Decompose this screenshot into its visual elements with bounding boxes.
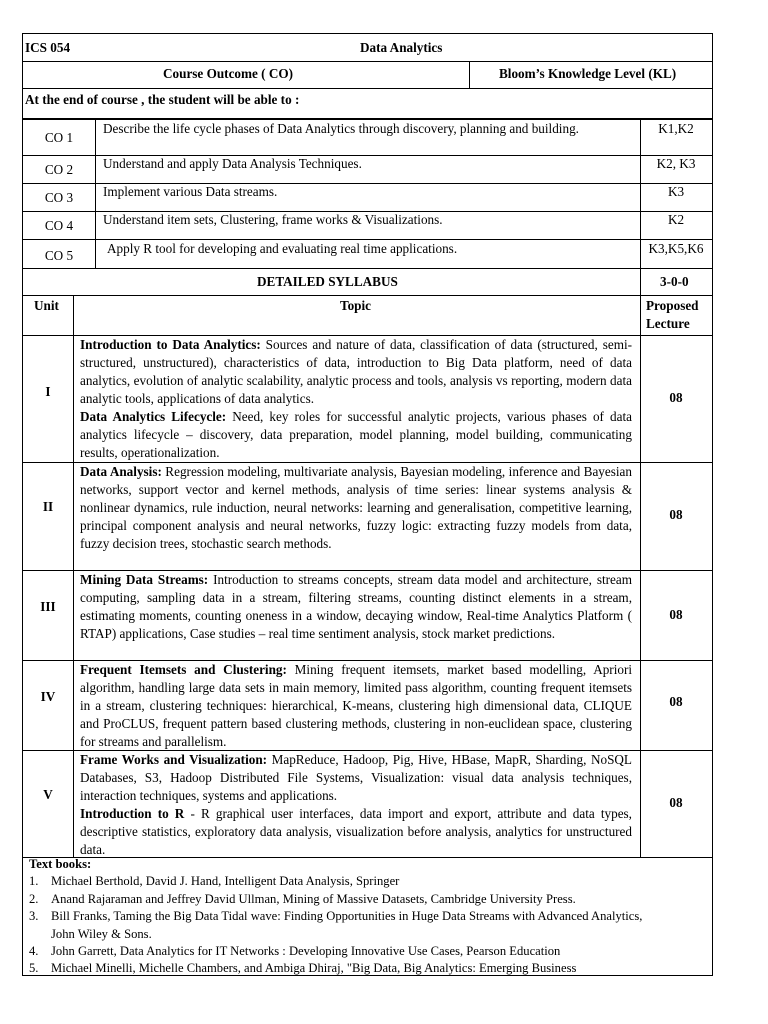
unit-row (23, 661, 712, 751)
ltp-value: 3-0-0 (660, 274, 689, 289)
syllabus-title-row (23, 269, 712, 296)
co-description: Apply R tool for developing and evaluating real time applications. (107, 241, 458, 256)
topic-heading: Frame Works and Visualization: (80, 752, 268, 767)
column-header-row (23, 296, 712, 336)
unit-number: IV (40, 689, 56, 704)
intro-text: At the end of course , the student will be able to : (25, 92, 300, 107)
col-unit: Unit (34, 298, 59, 313)
unit-topic (80, 463, 632, 553)
co-row (23, 156, 712, 184)
unit-number: III (40, 599, 56, 614)
syllabus-title: DETAILED SYLLABUS (257, 274, 398, 289)
unit-topic (80, 661, 632, 751)
co-description: Describe the life cycle phases of Data Analytics through discovery, planning and building. (103, 121, 579, 136)
textbook-text: Bill Franks, Taming the Big Data Tidal wave: Finding Opportunities in Huge Data Streams with Advanced Analytics, John Wiley & Sons. (51, 909, 643, 941)
textbook-item (23, 943, 712, 960)
co-row (23, 240, 712, 269)
co-row (23, 184, 712, 212)
textbook-text: Michael Berthold, David J. Hand, Intelligent Data Analysis, Springer (51, 874, 400, 889)
co-kl: K1,K2 (658, 121, 694, 136)
intro-row (23, 89, 712, 119)
textbook-text: Michael Minelli, Michelle Chambers, and Ambiga Dhiraj, "Big Data, Big Analytics: Emerging Business (51, 961, 577, 976)
textbook-number: 5. (29, 961, 39, 976)
textbook-item (23, 873, 712, 890)
lecture-count: 08 (669, 390, 683, 405)
textbook-number: 4. (29, 944, 39, 959)
topic-heading: Introduction to R (80, 806, 185, 821)
co-id: CO 1 (44, 130, 74, 145)
co-header-row (23, 62, 712, 89)
unit-row (23, 463, 712, 571)
topic-text: Mining frequent itemsets, market based modelling, Apriori algorithm, handling large data sets in main memory, limited pass algorithm, counting frequent itemsets in a stream, clustering techniques: hierarchical, K-means, clustering high dimensional data, CLIQUE and ProCLUS, frequent pattern based clustering methods, clustering in non-euclidean space, clustering for streams and parallelism. (80, 662, 633, 749)
col-topic: Topic (340, 298, 372, 313)
co-kl: K2 (667, 212, 685, 227)
unit-row (23, 336, 712, 463)
co-header: Course Outcome ( CO) (163, 66, 294, 81)
topic-heading: Introduction to Data Analytics: (80, 337, 261, 352)
topic-heading: Mining Data Streams: (80, 572, 209, 587)
co-kl: K2, K3 (656, 156, 696, 171)
textbooks-title: Text books: (29, 857, 92, 871)
topic-text: Introduction to streams concepts, stream data model and architecture, stream computing, sampling data in a stream, filtering streams, counting distinct elements in a stream, estimating moments, counting oneness in a window, decaying window, Real-time Analytics Platform ( RTAP) applications, Case studies – real time sentiment analysis, stock market predictions. (80, 572, 632, 641)
unit-number: II (42, 499, 54, 514)
unit-row (23, 751, 712, 858)
lecture-count: 08 (669, 795, 683, 810)
lecture-count: 08 (669, 607, 683, 622)
co-kl: K3,K5,K6 (648, 241, 704, 256)
col-lecture-2: Lecture (646, 316, 690, 331)
textbook-item (23, 908, 712, 943)
co-description: Understand and apply Data Analysis Techniques. (103, 156, 362, 171)
co-id: CO 4 (44, 218, 74, 233)
topic-text: MapReduce, Hadoop, Pig, Hive, HBase, MapR, Sharding, NoSQL Databases, S3, Hadoop Distributed File Systems, Visualization: visual data analysis techniques, interaction techniques, systems and applications. (80, 752, 632, 803)
topic-heading: Frequent Itemsets and Clustering: (80, 662, 287, 677)
kl-header: Bloom’s Knowledge Level (KL) (499, 66, 677, 81)
topic-heading: Data Analysis: (80, 464, 162, 479)
title-row (23, 34, 712, 62)
textbook-number: 1. (29, 874, 39, 889)
textbook-number: 3. (29, 909, 39, 924)
co-kl: K3 (667, 184, 685, 199)
unit-number: I (45, 384, 51, 399)
textbook-text: John Garrett, Data Analytics for IT Networks : Developing Innovative Use Cases, Pearson Education (51, 944, 561, 959)
unit-topic (80, 571, 632, 643)
textbook-item (23, 960, 712, 977)
unit-number: V (43, 787, 53, 802)
lecture-count: 08 (669, 507, 683, 522)
topic-text: Need, key roles for successful analytic projects, various phases of data analytics lifecycle – discovery, data preparation, model planning, model building, communicating results, operationalization. (80, 409, 632, 460)
co-description: Implement various Data streams. (103, 184, 278, 199)
co-id: CO 5 (44, 248, 74, 263)
course-code: ICS 054 (25, 40, 71, 55)
textbooks-section (23, 856, 712, 978)
co-description: Understand item sets, Clustering, frame works & Visualizations. (103, 212, 443, 227)
unit-row (23, 571, 712, 661)
textbook-number: 2. (29, 891, 39, 906)
topic-text: Regression modeling, multivariate analysis, Bayesian modeling, inference and Bayesian networks, support vector and kernel methods, analysis of time series: linear systems analysis & nonlinear dynamics, rule induction, neural networks: learning and generalisation, competitive learning, principal component analysis and neural networks, fuzzy logic: extracting fuzzy models from data, fuzzy decision trees, stochastic search methods. (80, 464, 632, 551)
syllabus-document (22, 33, 713, 976)
col-lecture: Proposed (646, 298, 699, 313)
co-row (23, 119, 712, 156)
topic-heading: Data Analytics Lifecycle: (80, 409, 227, 424)
topic-text: Sources and nature of data, classification of data (structured, semi-structured, unstructured), characteristics of data, introduction to Big Data platform, need of data analytics, evolution of analytic scalability, analytic process and tools, analysis vs reporting, modern data analytic tools, applications of data analytics. (80, 337, 633, 406)
co-id: CO 3 (44, 190, 74, 205)
lecture-count: 08 (669, 694, 683, 709)
course-title: Data Analytics (360, 40, 443, 55)
co-id: CO 2 (44, 162, 74, 177)
textbook-item (23, 891, 712, 908)
co-row (23, 212, 712, 240)
textbook-text: Anand Rajaraman and Jeffrey David Ullman, Mining of Massive Datasets, Cambridge University Press. (51, 891, 576, 906)
topic-text: - R graphical user interfaces, data import and export, attribute and data types, descriptive statistics, exploratory data analysis, visualization before analysis, analytics for unstructured data. (80, 806, 632, 857)
unit-topic (80, 336, 632, 462)
unit-topic (80, 751, 632, 859)
